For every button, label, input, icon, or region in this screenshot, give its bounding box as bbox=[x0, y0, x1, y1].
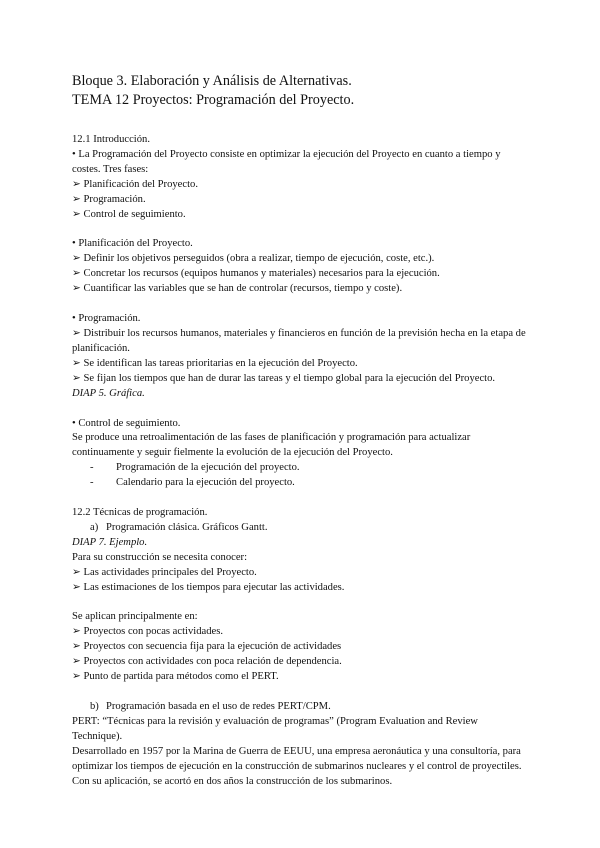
list-item: ➢ Proyectos con pocas actividades. bbox=[72, 626, 223, 638]
lettered-item-text: Programación clásica. Gráficos Gantt. bbox=[106, 521, 268, 533]
list-item: ➢ Control de seguimiento. bbox=[72, 208, 186, 220]
dash-marker: - bbox=[90, 477, 94, 489]
construction-intro: Para su construcción se necesita conocer: bbox=[72, 551, 248, 563]
letter-marker: b) bbox=[90, 701, 99, 712]
list-item: ➢ Planificación del Proyecto. bbox=[72, 178, 198, 190]
slide-reference: DIAP 7. Ejemplo. bbox=[72, 536, 148, 548]
lettered-item-a bbox=[72, 521, 528, 536]
dash-marker: - bbox=[90, 462, 94, 474]
document-body bbox=[72, 133, 528, 789]
list-item: ➢ Proyectos con secuencia fija para la ejecución de actividades bbox=[72, 641, 342, 653]
control-paragraph: Se produce una retroalimentación de las fases de planificación y programación para actualizar continuamente y seguir fielmente la evolución de la ejecución del Proyecto. bbox=[72, 432, 471, 459]
dash-list-item bbox=[72, 476, 528, 491]
lettered-item-text: Programación basada en el uso de redes PERT/CPM. bbox=[106, 701, 331, 712]
list-item: ➢ Proyectos con actividades con poca relación de dependencia. bbox=[72, 656, 342, 668]
dash-item-text: Calendario para la ejecución del proyecto. bbox=[116, 477, 295, 489]
subheading-control: • Control de seguimiento. bbox=[72, 417, 181, 429]
section-heading-intro: 12.1 Introducción. bbox=[72, 134, 150, 145]
lettered-item-b bbox=[72, 700, 528, 715]
dash-list-item bbox=[72, 461, 528, 476]
list-item: ➢ Concretar los recursos (equipos humanos y materiales) necesarios para la ejecución. bbox=[72, 268, 440, 280]
list-item: ➢ Las estimaciones de los tiempos para ejecutar las actividades. bbox=[72, 581, 345, 593]
subheading-programming: • Programación. bbox=[72, 313, 141, 325]
list-item: ➢ Se identifican las tareas prioritarias en la ejecución del Proyecto. bbox=[72, 357, 358, 369]
intro-paragraph: • La Programación del Proyecto consiste en optimizar la ejecución del Proyecto en cuanto a tiempo y costes. Tres fases: bbox=[72, 148, 501, 175]
pert-definition: PERT: “Técnicas para la revisión y evaluación de programas” (Program Evaluation and Review Technique). bbox=[72, 715, 478, 742]
subheading-planning: • Planificación del Proyecto. bbox=[72, 238, 193, 250]
list-item: ➢ Punto de partida para métodos como el PERT. bbox=[72, 671, 279, 683]
list-item: ➢ Distribuir los recursos humanos, materiales y financieros en función de la previsión hecha en la etapa de planificación. bbox=[72, 327, 526, 354]
list-item: ➢ Definir los objetivos perseguidos (obra a realizar, tiempo de ejecución, coste, etc.). bbox=[72, 253, 435, 265]
doc-title-block: Bloque 3. Elaboración y Análisis de Alternativas. bbox=[72, 73, 352, 89]
letter-marker: a) bbox=[90, 521, 99, 533]
pert-history-paragraph: Desarrollado en 1957 por la Marina de Guerra de EEUU, una empresa aeronáutica y una consultoría, para optimizar los tiempos de ejecución en la construcción de submarinos nucleares y el control de proyectiles. Con su aplicación, se acortó en dos años la construcción de los submarinos. bbox=[72, 745, 522, 787]
list-item: ➢ Programación. bbox=[72, 193, 146, 205]
apply-intro: Se aplican principalmente en: bbox=[72, 611, 198, 623]
list-item: ➢ Se fijan los tiempos que han de durar las tareas y el tiempo global para la ejecución del Proyecto. bbox=[72, 372, 496, 384]
list-item: ➢ Cuantificar las variables que se han de controlar (recursos, tiempo y coste). bbox=[72, 283, 403, 295]
section-heading-techniques: 12.2 Técnicas de programación. bbox=[72, 507, 208, 519]
dash-item-text: Programación de la ejecución del proyecto. bbox=[116, 462, 300, 474]
list-item: ➢ Las actividades principales del Proyecto. bbox=[72, 566, 257, 578]
doc-title-topic: TEMA 12 Proyectos: Programación del Proyecto. bbox=[72, 92, 355, 108]
slide-reference: DIAP 5. Gráfica. bbox=[72, 387, 145, 399]
